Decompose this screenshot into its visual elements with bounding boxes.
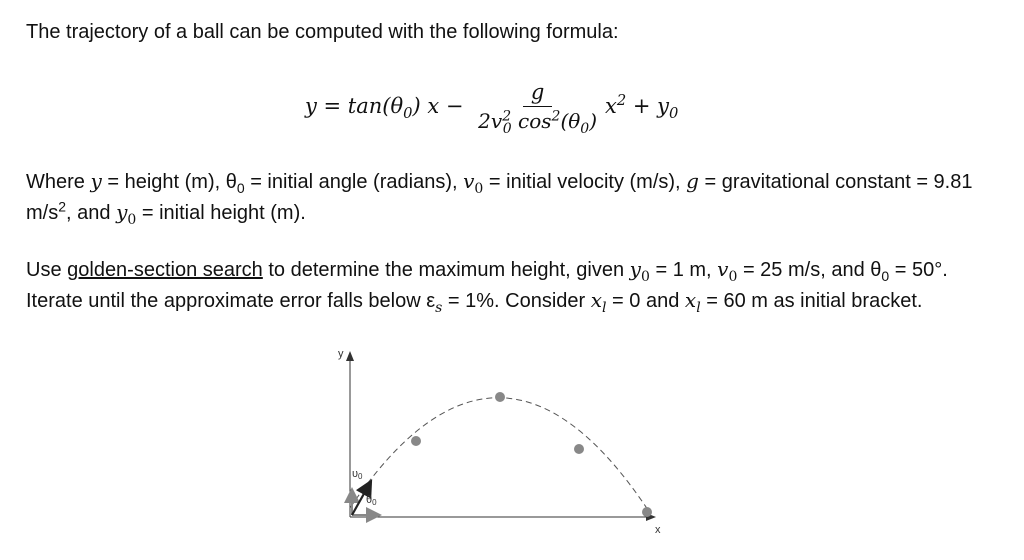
trajectory-point-landing [642, 507, 652, 517]
trajectory-point-1 [411, 436, 421, 446]
velocity-label: υ0 [352, 468, 363, 481]
y-axis-arrowhead [346, 351, 354, 361]
trajectory-diagram [330, 345, 690, 545]
formula-fraction [474, 79, 601, 137]
trajectory-formula [305, 76, 725, 136]
formula-rhs: $x^2 + y_0$ [605, 92, 679, 123]
trajectory-point-3 [574, 444, 584, 454]
trajectory-point-peak [495, 392, 505, 402]
trajectory-curve [350, 398, 650, 513]
y-axis-label: y [338, 348, 344, 360]
formula-denominator: $2v^2_0$ $\cos^2(\theta_0)$ [478, 107, 598, 137]
task-statement: Use golden-section search to determine the maximum height, given $y_0 = 1$ m, $v_0 = 25$ m/s, and $\theta_0 = 50^\circ$. Iterate until the approximate error falls below $\varepsilon_s = 1\%$. Consider $x_l = 0$ and $x_l = 60$ m as initial bracket. [26, 257, 948, 316]
intro-text: The trajectory of a ball can be computed with the following formula: [26, 21, 619, 43]
variable-definitions: Where y = height (m), $\theta_0$ = initial angle (radians), $v_0$ = initial velocity (m/s), g = gravitational constant = 9.81 $m/s^2$, and $y_0$ = initial height (m). [26, 169, 973, 228]
formula-numerator: g [523, 79, 552, 107]
formula-lhs: $y = \tan(\theta_0) x$ − [305, 94, 471, 123]
x-axis-label: x [655, 524, 661, 536]
angle-label: θ0 [366, 494, 377, 507]
golden-section-search-link[interactable]: golden-section search [67, 259, 263, 281]
